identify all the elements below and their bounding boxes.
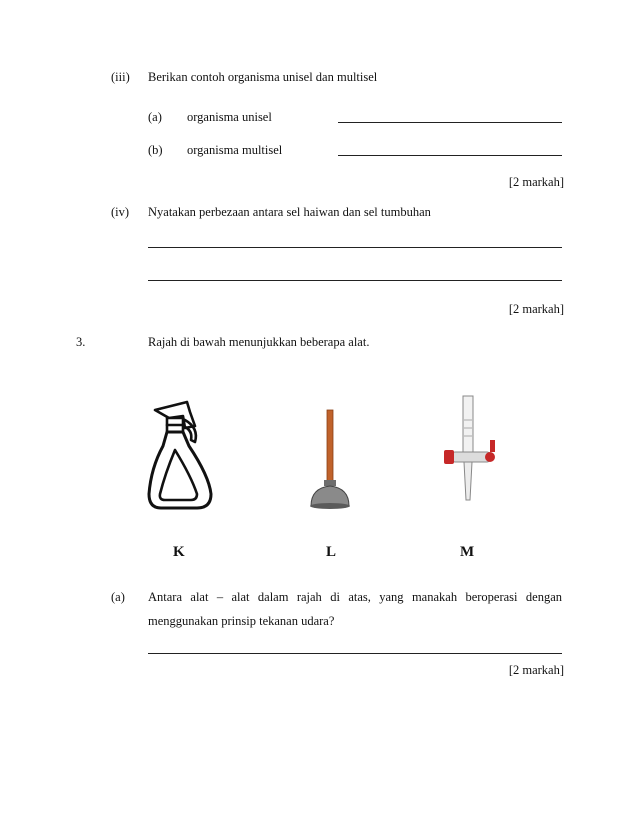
question-iii-b-label: (b)	[148, 143, 163, 157]
question-iv-marks: [2 markah]	[508, 302, 564, 316]
question-iii-number: (iii)	[111, 70, 130, 84]
label-k: K	[173, 544, 185, 560]
answer-line-unisel[interactable]	[338, 122, 562, 123]
question-iii-b-text: organisma multisel	[187, 143, 283, 157]
question-iv-number: (iv)	[111, 205, 130, 219]
question-3a-text-line2: menggunakan prinsip tekanan udara?	[148, 614, 335, 628]
question-iii-marks: [2 markah]	[508, 175, 564, 189]
question-iii-text: Berikan contoh organisma unisel dan multisel	[148, 70, 378, 84]
answer-line-multisel[interactable]	[338, 155, 562, 156]
answer-line-3a[interactable]	[148, 653, 562, 654]
question-3-text: Rajah di bawah menunjukkan beberapa alat.	[148, 335, 370, 349]
question-3-number: 3.	[76, 335, 86, 349]
answer-line-iv-1[interactable]	[148, 247, 562, 248]
plunger-icon	[305, 410, 355, 510]
question-3a-number: (a)	[111, 590, 125, 604]
question-3a-marks: [2 markah]	[508, 663, 564, 677]
question-iii-a-text: organisma unisel	[187, 110, 272, 124]
spray-bottle-icon	[147, 398, 217, 513]
burette-icon	[434, 396, 504, 511]
label-l: L	[326, 544, 337, 560]
answer-line-iv-2[interactable]	[148, 280, 562, 281]
question-3a-text-line1: Antara alat – alat dalam rajah di atas, yang manakah beroperasi dengan	[148, 590, 562, 604]
question-iii-a-label: (a)	[148, 110, 162, 124]
question-iv-text: Nyatakan perbezaan antara sel haiwan dan sel tumbuhan	[148, 205, 431, 219]
label-m: M	[460, 544, 475, 560]
